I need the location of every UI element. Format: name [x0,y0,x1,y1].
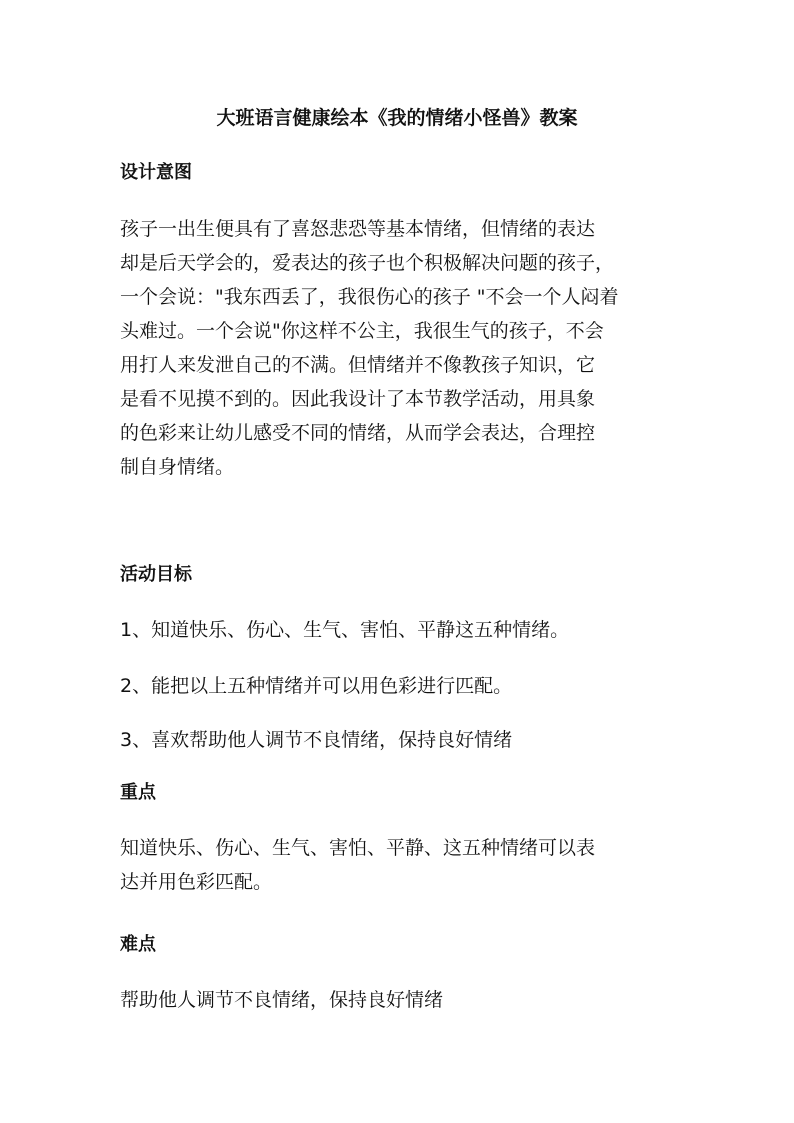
paragraph-line: 却是后天学会的，爱表达的孩子也个积极解决问题的孩子， [120,252,615,274]
section-heading-key-points: 重点 [120,782,156,803]
paragraph-line: 制自身情绪。 [120,456,235,478]
section-heading-design-intent: 设计意图 [120,162,192,183]
paragraph-line: 帮助他人调节不良情绪，保持良好情绪 [120,989,444,1011]
paragraph-line: 知道快乐、伤心、生气、害怕、平静、这五种情绪可以表 [120,837,596,859]
paragraph-line: 的色彩来让幼儿感受不同的情绪，从而学会表达，合理控 [120,422,596,444]
section-heading-difficulties: 难点 [120,934,156,955]
paragraph-line: 用打人来发泄自己的不满。但情绪并不像教孩子知识，它 [120,354,596,376]
paragraph-line: 一个会说："我东西丢了，我很伤心的孩子 "不会一个人闷着 [120,286,619,308]
paragraph-line: 达并用色彩匹配。 [120,871,273,893]
section-heading-activity-goals: 活动目标 [120,564,192,585]
paragraph-line: 是看不见摸不到的。因此我设计了本节教学活动，用具象 [120,388,596,410]
key-points-paragraph [120,831,680,899]
paragraph-line: 孩子一出生便具有了喜怒悲恐等基本情绪，但情绪的表达 [120,218,596,240]
document-title: 大班语言健康绘本《我的情绪小怪兽》教案 [216,107,578,129]
goal-item: 1、知道快乐、伤心、生气、害怕、平静这五种情绪。 [120,619,570,641]
goal-item: 2、能把以上五种情绪并可以用色彩进行匹配。 [120,675,513,697]
difficulties-paragraph [120,983,680,1017]
paragraph-line: 头难过。一个会说"你这样不公主，我很生气的孩子，不会 [120,320,604,342]
goal-item: 3、喜欢帮助他人调节不良情绪，保持良好情绪 [120,729,513,751]
design-intent-paragraph [120,212,680,484]
